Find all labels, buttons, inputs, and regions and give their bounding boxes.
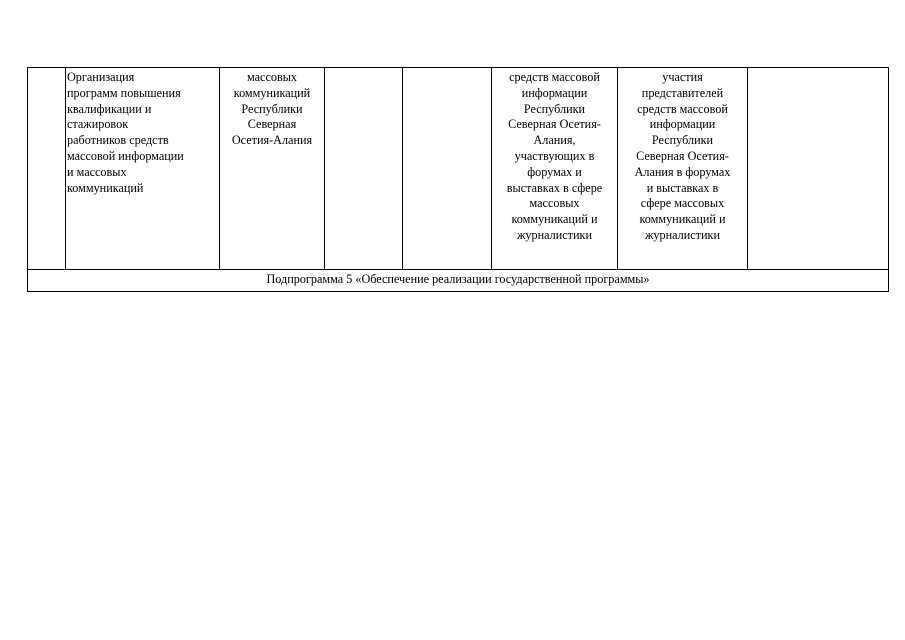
cell-end (403, 68, 492, 270)
table-row (28, 68, 889, 270)
cell-extra (748, 68, 889, 270)
cell-start (325, 68, 403, 270)
subprogram-title: Подпрограмма 5 «Обеспечение реализации государственной программы» (28, 270, 889, 292)
cell-indicator: участия представителей средств массовой информации Республики Северная Осетия- Алания в форумах и выставках в сфере массовых коммуникаций и журналистики (618, 68, 748, 270)
cell-executor: массовых коммуникаций Республики Северная Осетия-Алания (220, 68, 325, 270)
cell-number (28, 68, 66, 270)
cell-result: средств массовой информации Республики Северная Осетия- Алания, участвующих в форумах и выставках в сфере массовых коммуникаций и журналистики (492, 68, 618, 270)
program-table (27, 67, 889, 292)
cell-event: Организация программ повышения квалификации и стажировок работников средств массовой информации и массовых коммуникаций (66, 68, 220, 270)
section-row (28, 270, 889, 292)
